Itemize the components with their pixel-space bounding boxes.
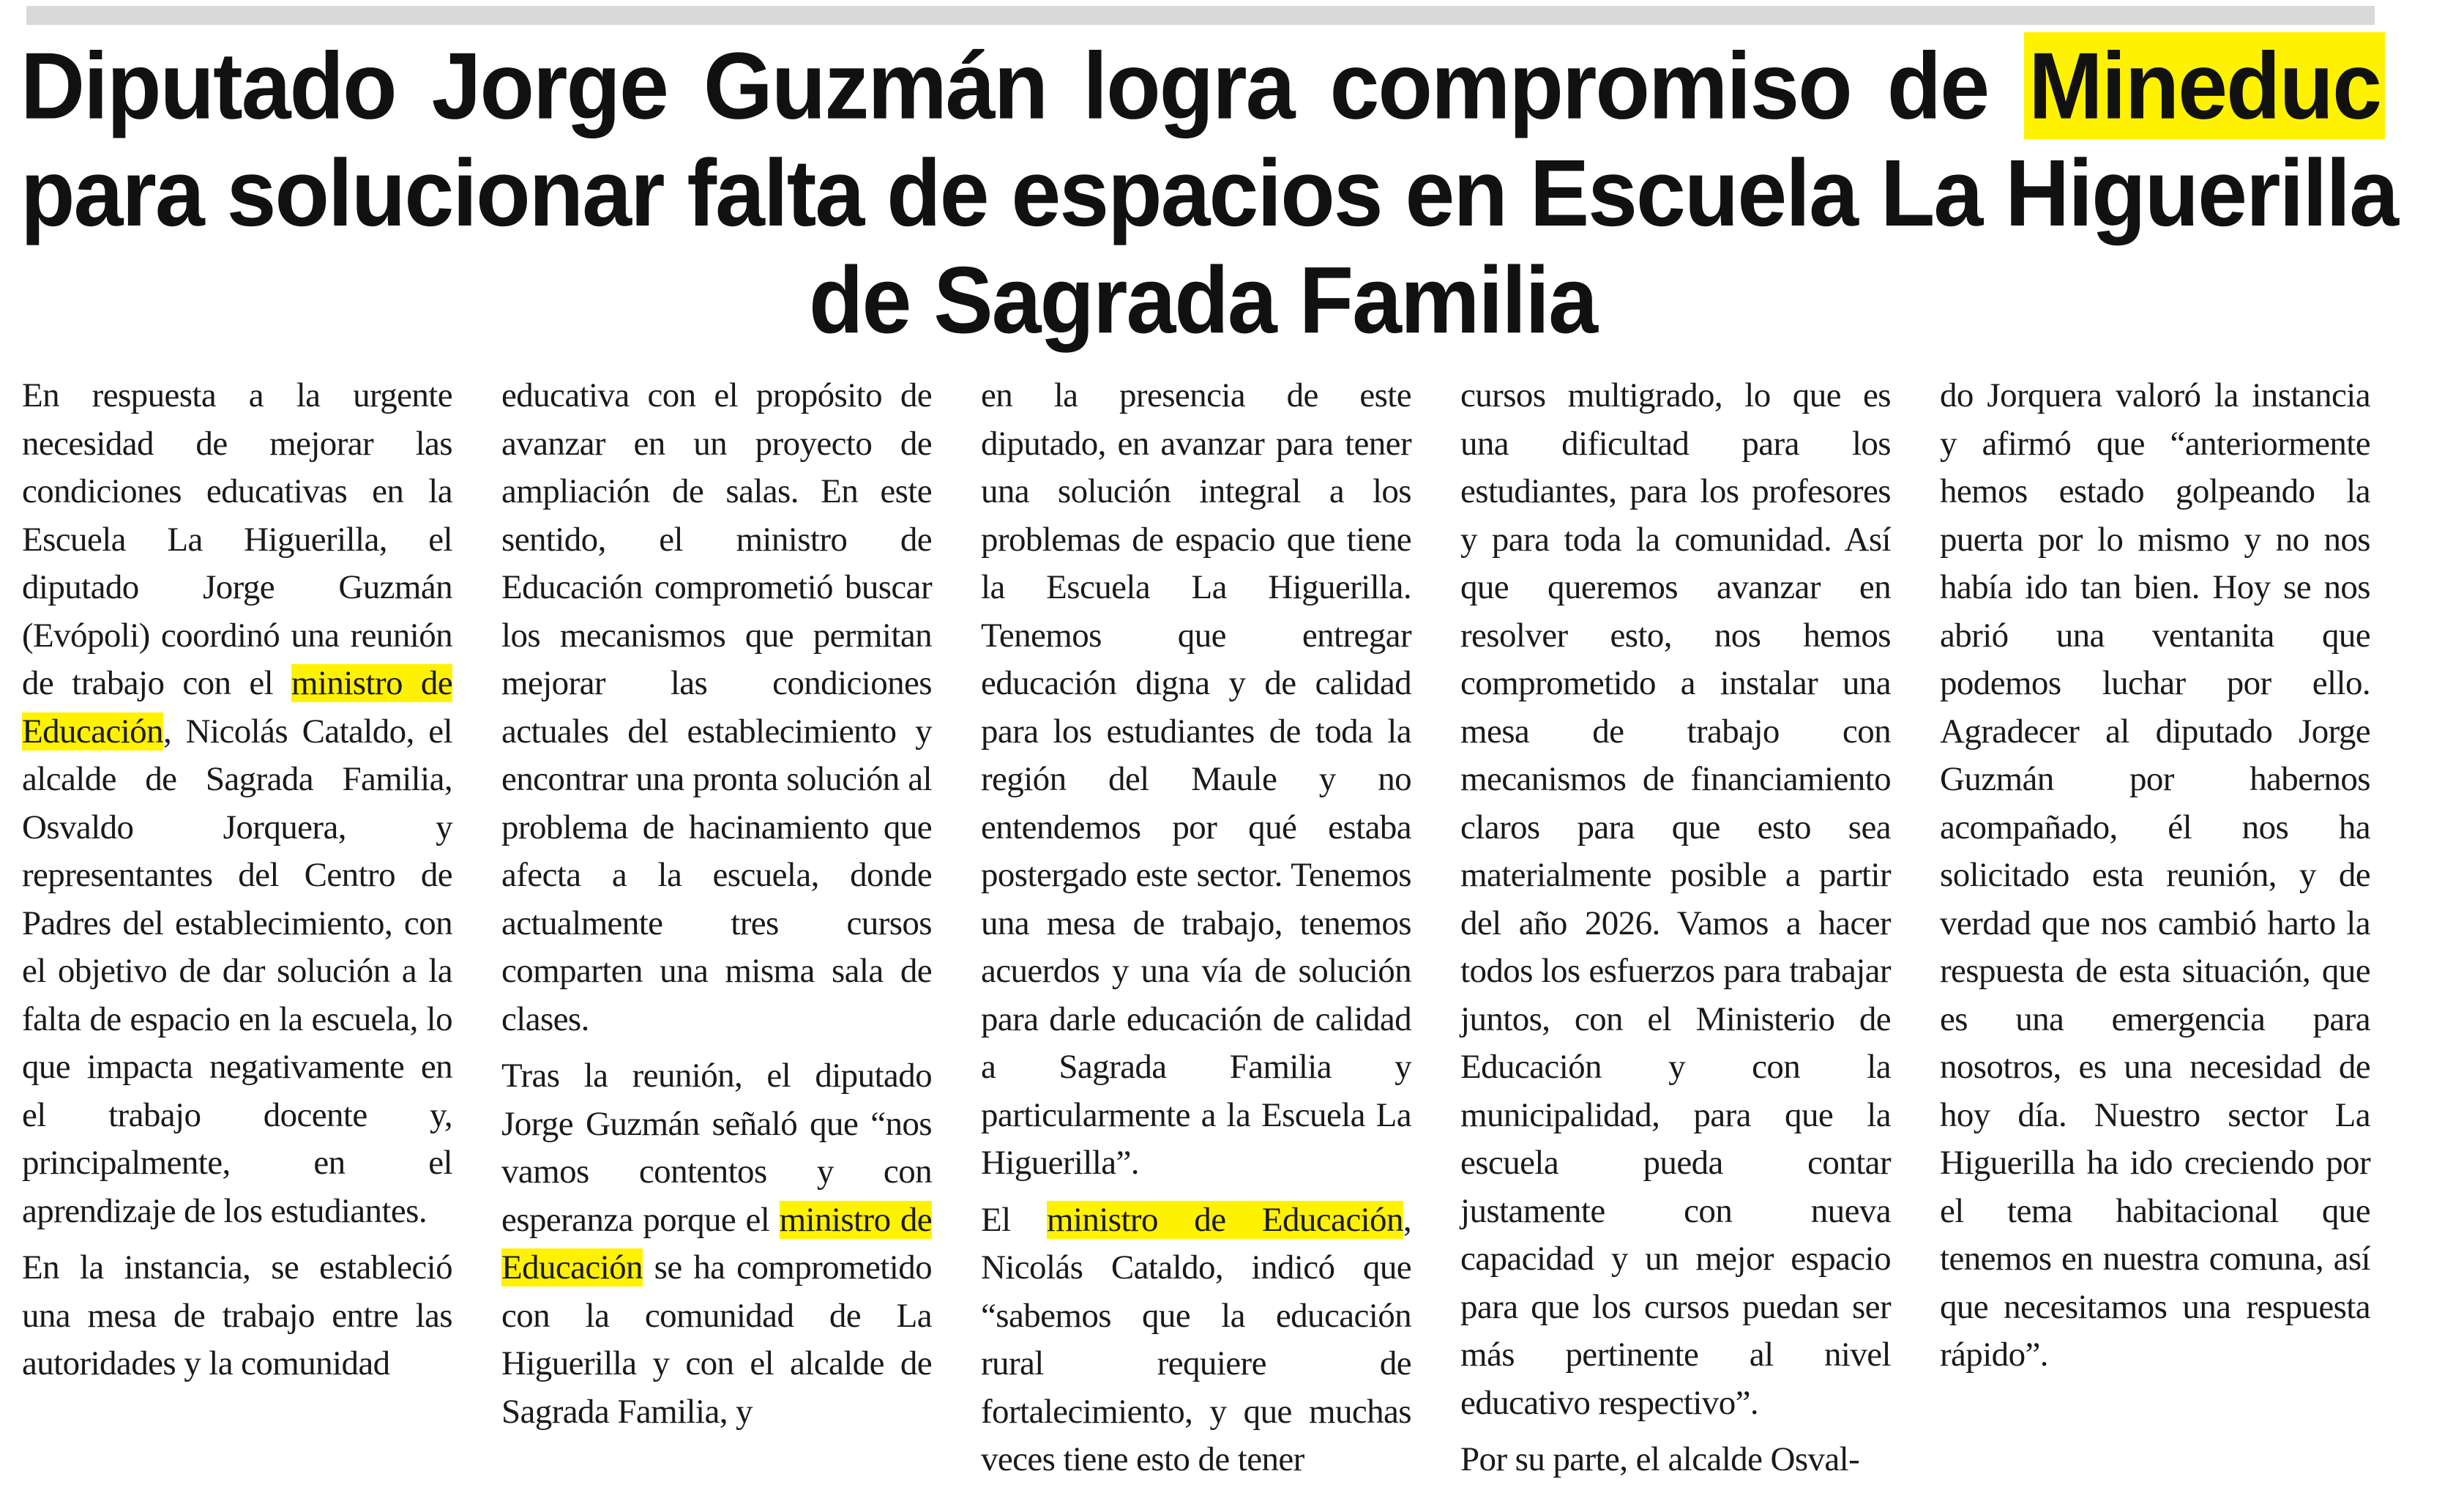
- headline-word: Jorge: [431, 33, 668, 139]
- headline-line-1: [20, 32, 2385, 139]
- paragraph: do Jorquera valoró la instancia y afirmó que “anteriormente hemos estado golpeando la puerta por lo mismo y no nos había ido tan bien. Hoy se nos abrió una ventanita que podemos luchar por ello. Agradecer al diputado Jorge Guzmán por habernos acompañado, él nos ha solicitado esta reunión, y de verdad que nos cambió harto la respuesta de esta situación, que es una emergencia para nosotros, es una necesidad de hoy día. Nuestro sector La Higuerilla ha ido creciendo por el tema habitacional que tenemos en nuestra comuna, así que necesitamos una respuesta rápido”.: [1940, 376, 2370, 1374]
- headline-word: compromiso: [1329, 33, 1851, 139]
- headline-word: de: [1886, 33, 1989, 139]
- paragraph: cursos multigrado, lo que es una dificultad para los estudiantes, para los profesores y para toda la comunidad. Así que queremos avanzar en resolver esto, nos hemos comprometido a instalar una mesa de trabajo con mecanismos de financiamiento claros para que esto sea materialmente posible a partir del año 2026. Vamos a hacer todos los esfuerzos para trabajar juntos, con el Ministerio de Educación y con la municipalidad, para que la escuela pueda contar justamente con nueva capacidad y un mejor espacio para que los cursos puedan ser más pertinente al nivel educativo respectivo”.: [1460, 376, 1891, 1422]
- paragraph: [22, 372, 452, 1235]
- paragraph: en la presencia de este diputado, en avanzar para tener una solución integral a los problemas de espacio que tiene la Escuela La Higuerilla. Tenemos que entregar educación digna y de calidad para los estudiantes de toda la región del Maule y no entendemos por qué estaba postergado este sector. Tenemos una mesa de trabajo, tenemos acuerdos y una vía de solución para darle educación de calidad a Sagrada Familia y particularmente a la Escuela La Higuerilla”.: [981, 376, 1411, 1182]
- paragraph: Por su parte, el alcalde Osval-: [1460, 1440, 1860, 1478]
- highlight-ministro: ministro de Educación: [501, 1200, 932, 1287]
- paragraph: educativa con el propósito de avanzar en un proyecto de ampliación de salas. En este sentido, el ministro de Educación comprometió buscar los mecanismos que permitan mejorar las condiciones actuales del establecimiento y encontrar una pronta solución al problema de hacinamiento que afecta a la escuela, donde actualmente tres cursos comparten una misma sala de clases.: [501, 376, 932, 1038]
- column-4: [1460, 372, 1891, 1493]
- column-1: [22, 372, 452, 1397]
- paragraph: En la instancia, se estableció una mesa de trabajo entre las autoridades y la comunidad: [22, 1248, 452, 1382]
- highlight-ministro: ministro de Educación: [1047, 1200, 1403, 1239]
- paragraph-text: Tras la reunión, el diputado Jorge Guzmán señaló que “nos vamos contentos y con esperanza porque el: [501, 1057, 932, 1239]
- headline-word: Diputado: [20, 33, 396, 139]
- top-rule: [26, 6, 2375, 25]
- highlight-ministro: ministro de Educación: [22, 664, 452, 751]
- paragraph-text: , Nicolás Cataldo, el alcalde de Sagrada Familia, Osvaldo Jorquera, y representantes del Centro de Padres del establecimiento, con el objetivo de dar solución a la falta de espacio en la escuela, lo que impacta negativamente en el trabajo docente y, principalmente, en el aprendizaje de los estudiantes.: [22, 712, 452, 1230]
- headline-highlight-mineduc: Mineduc: [2024, 32, 2385, 139]
- paragraph-text: , Nicolás Cataldo, indicó que “sabemos que la educación rural requiere de fortalecimiento, y que muchas veces tiene esto de tener: [981, 1200, 1411, 1478]
- headline-word: Guzmán: [703, 33, 1048, 139]
- paragraph: [501, 1052, 932, 1436]
- headline-word: logra: [1083, 33, 1294, 139]
- paragraph-text: se ha comprometido con la comunidad de La Higuerilla y con el alcalde de Sagrada Familia, y: [501, 1248, 932, 1431]
- headline: [20, 32, 2398, 354]
- paragraph-text: El: [981, 1200, 1047, 1239]
- column-3: [981, 372, 1411, 1493]
- headline-line-3: de Sagrada Familia: [809, 247, 1597, 353]
- headline-line-2: para solucionar falta de espacios en Escuela La Higuerilla: [20, 140, 2398, 246]
- column-2: [501, 372, 932, 1445]
- column-5: [1940, 372, 2370, 1388]
- paragraph: [981, 1196, 1411, 1484]
- article-body: [22, 372, 2379, 1478]
- paragraph-text: En respuesta a la urgente necesidad de mejorar las condiciones educativas en la Escuela La Higuerilla, el diputado Jorge Guzmán (Evópoli) coordinó una reunión de trabajo con el: [22, 376, 452, 702]
